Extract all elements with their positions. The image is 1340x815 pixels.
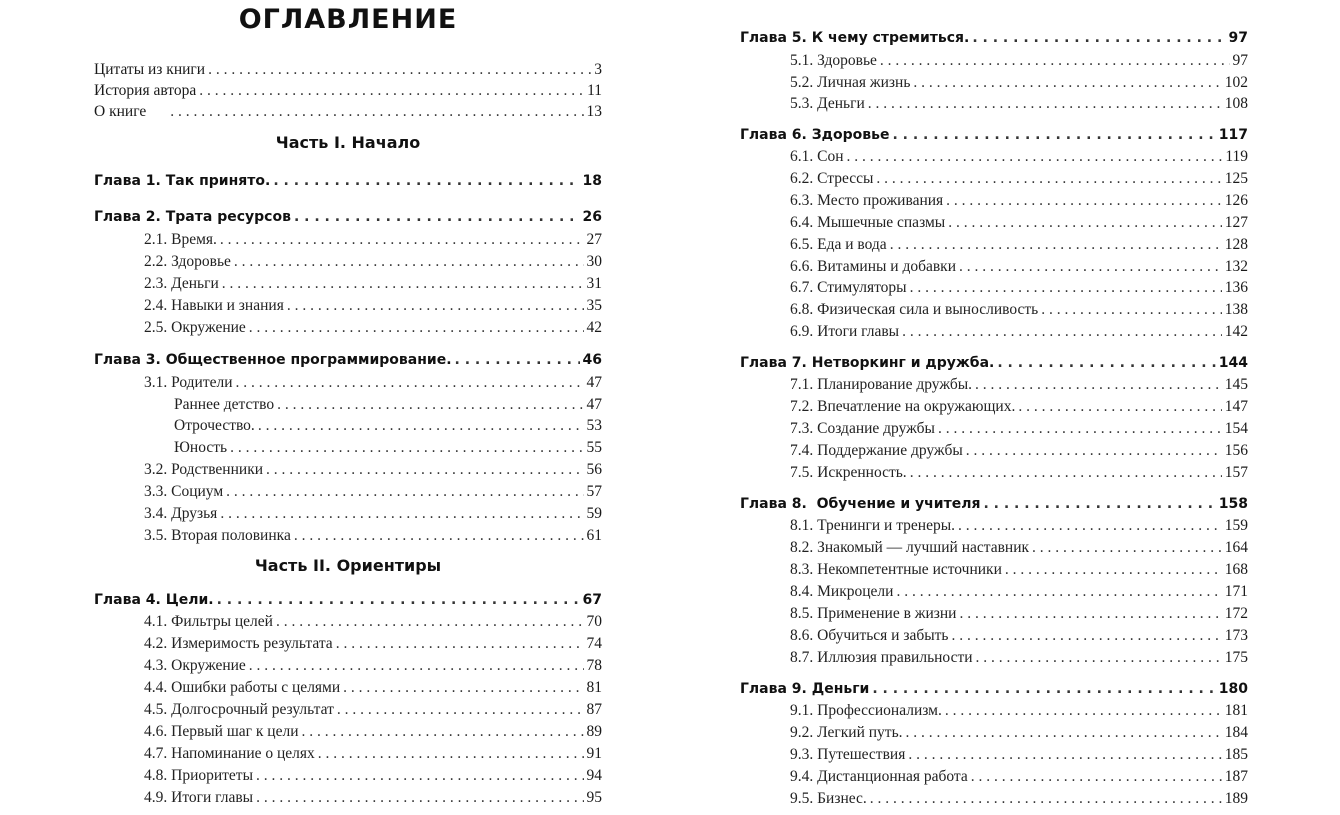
toc-entry[interactable]: 2.4. Навыки и знания . . . 35 (94, 296, 602, 316)
toc-entry[interactable]: 9.2. Легкий путь. . . . 184 (740, 723, 1248, 743)
toc-entry[interactable]: 3.1. Родители . . . 47 (94, 373, 602, 393)
toc-entry[interactable]: 8.4. Микроцели . . . 171 (740, 582, 1248, 602)
toc-entry[interactable]: 6.7. Стимуляторы . . . 136 (740, 278, 1248, 298)
chapter-entry[interactable]: Глава 1. Так принято. . . . 18 (94, 171, 602, 191)
toc-entry[interactable]: 3.2. Родственники . . . 56 (94, 460, 602, 480)
toc-entry[interactable]: 5.1. Здоровье . . . 97 (740, 51, 1248, 71)
toc-entry[interactable]: 6.4. Мышечные спазмы . . . 127 (740, 213, 1248, 233)
toc-entry[interactable]: 2.3. Деньги . . . 31 (94, 274, 602, 294)
toc-entry[interactable]: 7.1. Планирование дружбы. . . . 145 (740, 375, 1248, 395)
chapter-entry[interactable]: Глава 9. Деньги . . . 180 (740, 679, 1248, 699)
toc-entry[interactable]: 3.3. Социум . . . 57 (94, 482, 602, 502)
toc-entry[interactable]: 7.3. Создание дружбы . . . 154 (740, 419, 1248, 439)
toc-entry[interactable]: 3.4. Друзья . . . 59 (94, 504, 602, 524)
toc-entry[interactable]: 4.2. Измеримость результата . . . 74 (94, 634, 602, 654)
part-heading: Часть II. Ориентиры (254, 556, 442, 575)
toc-entry[interactable]: 6.5. Еда и вода . . . 128 (740, 235, 1248, 255)
toc-entry[interactable]: 8.6. Обучиться и забыть . . . 173 (740, 626, 1248, 646)
toc-entry[interactable]: 6.9. Итоги главы . . . 142 (740, 322, 1248, 342)
toc-entry[interactable]: 6.2. Стрессы . . . 125 (740, 169, 1248, 189)
toc-entry[interactable]: 4.3. Окружение . . . 78 (94, 656, 602, 676)
chapter-entry[interactable]: Глава 4. Цели. . . . 67 (94, 590, 602, 610)
toc-entry[interactable]: Раннее детство . . . 47 (94, 395, 602, 415)
toc-entry[interactable]: 2.1. Время. . . . 27 (94, 230, 602, 250)
chapter-entry[interactable]: Глава 3. Общественное программирование. . . . 46 (94, 350, 602, 370)
toc-entry[interactable]: 3.5. Вторая половинка . . . 61 (94, 526, 602, 546)
toc-entry[interactable]: 8.5. Применение в жизни . . . 172 (740, 604, 1248, 624)
toc-entry[interactable]: 6.6. Витамины и добавки . . . 132 (740, 257, 1248, 277)
toc-entry[interactable]: 9.4. Дистанционная работа . . . 187 (740, 767, 1248, 787)
toc-entry[interactable]: 4.9. Итоги главы . . . 95 (94, 788, 602, 808)
toc-entry[interactable]: 9.3. Путешествия . . . 185 (740, 745, 1248, 765)
toc-entry[interactable]: 5.2. Личная жизнь . . . 102 (740, 73, 1248, 93)
toc-entry[interactable]: 8.1. Тренинги и тренеры. . . . 159 (740, 516, 1248, 536)
toc-entry[interactable]: 4.5. Долгосрочный результат . . . 87 (94, 700, 602, 720)
toc-entry[interactable]: 4.7. Напоминание о целях . . . 91 (94, 744, 602, 764)
toc-entry[interactable]: 4.6. Первый шаг к цели . . . 89 (94, 722, 602, 742)
toc-entry[interactable]: 9.1. Профессионализм. . . . 181 (740, 701, 1248, 721)
toc-entry[interactable]: 2.5. Окружение . . . 42 (94, 318, 602, 338)
toc-entry[interactable]: 7.4. Поддержание дружбы . . . 156 (740, 441, 1248, 461)
part-heading: Часть I. Начало (275, 133, 421, 152)
toc-entry[interactable]: 9.5. Бизнес. . . . 189 (740, 789, 1248, 809)
toc-entry[interactable]: 5.3. Деньги . . . 108 (740, 94, 1248, 114)
toc-entry[interactable]: 7.2. Впечатление на окружающих. . . . 147 (740, 397, 1248, 417)
toc-entry[interactable]: 6.8. Физическая сила и выносливость . . . 138 (740, 300, 1248, 320)
toc-entry[interactable]: 8.2. Знакомый — лучший наставник . . . 164 (740, 538, 1248, 558)
toc-entry[interactable]: 4.4. Ошибки работы с целями . . . 81 (94, 678, 602, 698)
chapter-entry[interactable]: Глава 5. К чему стремиться. . . . 97 (740, 28, 1248, 48)
toc-entry[interactable]: История автора . . . 11 (94, 81, 602, 101)
toc-entry[interactable]: 7.5. Искренность. . . . 157 (740, 463, 1248, 483)
toc-entry[interactable]: 8.7. Иллюзия правильности . . . 175 (740, 648, 1248, 668)
page-title: ОГЛАВЛЕНИЕ (238, 4, 458, 35)
toc-entry[interactable]: 6.3. Место проживания . . . 126 (740, 191, 1248, 211)
chapter-entry[interactable]: Глава 8. Обучение и учителя . . . 158 (740, 494, 1248, 514)
toc-entry[interactable]: 2.2. Здоровье . . . 30 (94, 252, 602, 272)
toc-entry[interactable]: 4.1. Фильтры целей . . . 70 (94, 612, 602, 632)
toc-entry[interactable]: Отрочество. . . . 53 (94, 416, 602, 436)
toc-entry[interactable]: 8.3. Некомпетентные источники . . . 168 (740, 560, 1248, 580)
toc-entry[interactable]: 6.1. Сон . . . 119 (740, 147, 1248, 167)
toc-entry[interactable]: 4.8. Приоритеты . . . 94 (94, 766, 602, 786)
toc-entry[interactable]: Юность . . . 55 (94, 438, 602, 458)
chapter-entry[interactable]: Глава 6. Здоровье . . . 117 (740, 125, 1248, 145)
chapter-entry[interactable]: Глава 7. Нетворкинг и дружба. . . . 144 (740, 353, 1248, 373)
toc-entry[interactable]: Цитаты из книги . . . 3 (94, 60, 602, 80)
chapter-entry[interactable]: Глава 2. Трата ресурсов . . . 26 (94, 207, 602, 227)
toc-entry[interactable]: О книге . . . 13 (94, 102, 602, 122)
